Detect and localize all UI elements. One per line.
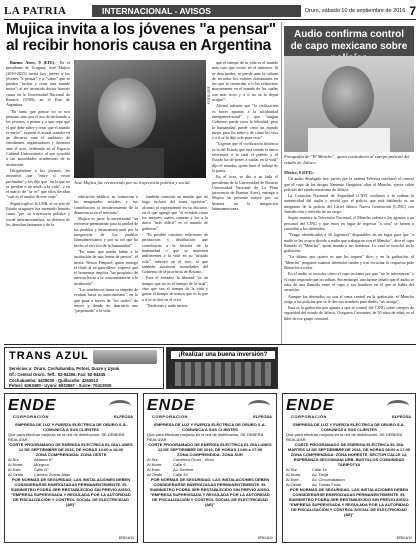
ende-notice-1 [4, 393, 138, 543]
safety-note: POR NORMAS DE SEGURIDAD, LAS INSTALACIONES DEBEN CONSIDERARSE ENERGIZADAS PERMANENTEMENTE. EL SUMINISTRO PODRÁ SER RESTABLECIDO SIN PREVIO AVISO. [149, 477, 271, 492]
paragraph: "Urgente que el civilización histórica es la del Estado que está siendo la única referencia a la cual el pueblo y el Estado ha de poner a cuidar en la vida" dijo el senador, quien hace el trabajo de la patria. [212, 141, 278, 173]
portrait-face [322, 66, 374, 130]
trans-azul-logo: TRANS AZUL [9, 350, 89, 362]
paragraph: Según muestra la Televisión Nacional, el Mencho ordena a los agentes a un personal del CJNG y que estos en lugar de regresar "a casa" se fuesen a custodiar a los detenidos. [284, 215, 414, 231]
elfeosa-swoosh-icon [248, 400, 270, 412]
paragraph: "Nada más y nada menos [146, 302, 188, 308]
street-row: Al Oeste Camino Zorras Altas [8, 472, 71, 477]
ende-corp-label: CORPORACIÓN [152, 414, 188, 419]
portrait-face [98, 78, 156, 148]
zone-line: ZONA COMPRENDIDA: ZONA NORESTE, SECTOR CALLE 14, ESPERANZA SECOSMANI URB. BUSTILLOS COMUNIDAD TARIPOTYA [290, 452, 408, 467]
page-header [4, 4, 416, 18]
main-story-col-3 [142, 194, 208, 342]
intro-line: Que para efectuar mejoras en la red de distribución, SE DEBERÁ REALIZAR: [147, 432, 264, 442]
right-byline: México, 9 (EFE).- [284, 170, 315, 175]
photo-credit: FOTO: EFE [207, 86, 211, 104]
investment-ad-text: ¡Realizar una buena inversión? [171, 351, 275, 359]
street-row: Al Norte Av. Tarija [286, 472, 329, 477]
slogan: "EMPRESA SUPERVISADA Y REGULADA POR LA AUTORIDAD DE FISCALIZACIÓN Y CONTROL SOCIAL DE ELECTRICIDAD (AE)" [289, 502, 409, 517]
ende-logo: ENDE [286, 397, 335, 414]
street-row: Al Este Av. Dehene [147, 467, 194, 472]
portrait-body [94, 148, 164, 178]
paragraph: "Tengo identificados a 30 (agentes)" disponibles en un lugar para que "a nadie se les ocurra decirle a nadie que trabajaron con el Mencho", dice el capo llamado el "Mencho", quien manda a sus hombres. Lo cual se escuchó en la grabación. [284, 232, 414, 254]
main-story-col-1 [6, 60, 70, 342]
elfeosa-swoosh-icon [109, 400, 131, 412]
ad-code: BPB/16/10 [257, 536, 273, 540]
header-rule [4, 19, 416, 20]
paragraph: educación pública, su formación a los marginados sociales y sus contribución al fortalecimiento de la democracia en el territorio". [74, 194, 138, 215]
safety-note: POR NORMAS DE SEGURIDAD, LAS INSTALACIONES DEBEN CONSIDERARSE ENERGIZADAS PERMANENTEMENTE. EL SUMINISTRO PODRÁ SER RESTABLECIDO SIN PREVIO AVISO. [10, 477, 132, 492]
mujica-photo [74, 60, 206, 178]
ad-code: BPB/16/10 [118, 536, 134, 540]
ende-logo: ENDE [147, 397, 196, 414]
newspaper-logo: LA PATRIA [4, 5, 67, 17]
ende-notice-body [147, 422, 273, 507]
intro-line: Que para efectuar mejoras en la red de distribución, SE DEBERÁ REALIZAR: [8, 432, 125, 442]
intro-line: Que para efectuar mejoras en la red de distribución, SE DEBERÁ REALIZAR: [286, 432, 403, 442]
paragraph: Esta es la grabación que apunta a que el control del CJNG sobre cuerpos de seguridad del estado de Jalisco, Oseguera Cervantes, de 50 años de edad, es el líder de ese grupo criminal. [284, 305, 414, 321]
cut-line: CORTE PROGRAMADO DE ENERGÍA ELÉCTRICA EL DÍA LUNES 12 DE SEPTIEMBRE DE 2016, DE HORAS 14:00 a 17:00 [148, 442, 272, 452]
paragraph: Para el senador, la libertad "es un tiempo que no es el tiempo de la vida", sino que sea el tiempo de la vida y gastar el tiempo de menos que es lo que a ti se te dice en el vivir. [142, 275, 208, 302]
main-story-col-2 [74, 194, 138, 342]
paragraph: En el presidente de Uruguay, José Mujica (2010-2015) invitó hoy jueves a los jóvenes "a pensar" y a "saber" que se pueden "luchar y crear una mundo mejor", al ser investido doctor honoris causa en la Universidad Nacional de Rosario (UNR), en el Este de Argentina. [6, 60, 70, 108]
ad-line: Cochabamba: 4425030 - Quillacollo: 4262512 [9, 378, 99, 383]
paragraph: "En tanto que pensar no se nos piensan, sino por el uso de incluando a los jóvenes, a pensar y a que sepa que el que debe saber y crear que el mundo es mejor", expresó el actual senador en un discurso ante el auditorio de estudiantes, organizadores y docentes ante el acto, celebrado en el Espacio Cultural Universitario, el que acreditó a las autoridades académicas de la institución. [6, 108, 70, 167]
cut-line: CORTE PROGRAMADO DE ENERGÍA ELÉCTRICA EL DÍA MARTES 13 DE SEPTIEMBRE DE 2016, DE HORAS 08:00 a 17:00 [287, 442, 411, 452]
ads-rule [4, 344, 416, 345]
cut-line: CORTE PROGRAMADO DE ENERGÍA ELÉCTRICA EL DÍA LUNES 12 DE SEPTIEMBRE DE 2016, DE HORAS 14:00 a 18:00 [9, 442, 133, 452]
paragraph: Mujica es parte la universidad "un referente permanente para la unidad de los pueblos y latinoamericanos por la integración de los pueblos latinoamericanos y por su rol que ha hecho al servicio de la humanidad". [74, 216, 138, 248]
ende-corp-label: CORPORACIÓN [291, 414, 327, 419]
dateline: Oruro, sábado 10 de septiembre de 2016 [304, 8, 406, 14]
bus-icon [93, 350, 157, 364]
paragraph: Aunque los detenidos no son el tema central en la grabación, el Mencho exige a los policías que se le den sus nombres para darles "un castigo". [284, 293, 414, 304]
ad-line: Servicios a: Oruro, Cochabamba, Potosí, Sucre y Uyuni [9, 366, 120, 371]
main-headline: Mujica invita a los jóvenes "a pensar" al recibir honoris causa en Argentina [6, 21, 276, 54]
street-row: Al Norte Calle 6 [147, 462, 186, 467]
ende-logo: ENDE [8, 397, 57, 414]
ende-notice-3 [282, 393, 416, 543]
paragraph: "Los tenebrosos lanza su empeño de evaluar hacia su autoritarismo", en lo que pone a traves de "los cuales" de nuevo y donde no abarcaría una "perpetuada" a la vida. [74, 287, 138, 314]
street-row: Al Oeste Av. Tomás Frías [286, 482, 341, 487]
street-row: Al Sur Aldama N° [8, 457, 54, 462]
elfeosa-label: ELFEOSA [253, 414, 272, 419]
section-title: INTERNACIONAL - AVISOS [92, 5, 301, 17]
street-row: Al Oeste Calle 33 [147, 472, 188, 477]
street-row: Al Norte Murguía [8, 462, 49, 467]
investment-ad [166, 347, 278, 389]
paragraph: también construir un mundo que no haga esclavo del tener opresivo", alcanzó el expresidente en su discurso, en el que agregó que "el evitable como los mejores cuales cuentan y los a la única "más difícil" es el mundo de gobierno". [142, 194, 208, 231]
paragraph: En el audio se escucha cómo el capo reclama por que "no le informaron" y el capo responde que no sabían. Sin embargo, una fuente señaló que el audio se trata de una llamada entre el capo y sus hombres en el que se habla del secuestro. [284, 271, 414, 293]
ad-line: Of.: Central Oruro. Telf.: 52-54306, Fax: 52-84345 [9, 372, 106, 377]
paragraph: La Comisión Nacional de Seguridad (CNS) confirmó a la cadena la autenticidad del audio y reveló que el policía que está hablando es un integrante de la policía del Cártel Jalisco Nueva Generación (CJNG) con Jurisdicción y referido de un cargo. [284, 193, 414, 215]
right-headline: Audio confirma control de capo mexicano sobre [284, 26, 414, 69]
company-line: EMPRESA DE LUZ Y FUERZA ELÉCTRICA DE ORURO S.A. COMUNICA A SUS CLIENTES [15, 422, 127, 432]
photo-caption: Fotografía de "El Mencho", quien controlaría al cuerpo policial del estado de Jalisco. [284, 154, 410, 165]
paragraph: que el tiempo de tu vida es el mundo más caro que existe en el universo. Si se deja perder, se pierde ante la cultura de recordar los valores dominantes en los que te recuerdan a ti las relaciones mayormente en el mundo de los cuales son más ricos y a ti no se lo dejan ocupar". [212, 60, 278, 103]
paragraph: Dirigiéndose a los jóvenes, les incentivó que "entre sí vivan profundas" y les dijo que "en la que no se pierdan a un modo a la vida", y en el marco de "se ve" que ellos decidan "cual es el rumbo de este viaje". [6, 167, 70, 200]
street-row: Al Sur Carretera Oruro - Vinto [147, 457, 214, 462]
slogan: "EMPRESA SUPERVISADA Y REGULADA POR LA AUTORIDAD DE FISCALIZACIÓN Y CONTROL SOCIAL DE ELECTRICIDAD (AE)" [11, 492, 131, 507]
main-story-col-4 [212, 60, 278, 342]
ende-notice-2 [143, 393, 277, 543]
ad-code: BPB/16/10 [396, 536, 412, 540]
safety-note: POR NORMAS DE SEGURIDAD, LAS INSTALACIONES DEBEN CONSIDERARSE ENERGIZADAS PERMANENTEMENTE. EL SUMINISTRO PODRÁ SER RESTABLECIDO SIN PREVIO AVISO. [288, 487, 410, 502]
company-line: EMPRESA DE LUZ Y FUERZA ELÉCTRICA DE ORURO S.A. COMUNICA A SUS CLIENTES [293, 422, 405, 432]
street-row: Al Este Calle N° [8, 467, 49, 472]
ende-notice-body [286, 422, 412, 517]
street-row: Al Sur Calle 14 [286, 467, 327, 472]
paragraph: Según explicó la UNR, el ex-jefe de Estado uruguayo fue investido honoris causa "por su trayectoria política y social internacionalista, su defensa de los derechos humanos y de la [6, 200, 70, 227]
paragraph: "Es posible construir relaciones de producción y distribución que contribuyan a la historia de la humanidad o que se muestren indiferentes a la vida en su "aislado solo", subrayó en el acto, al que también asistieron autoridades del Gobierno de la provincia de Rosario. [142, 232, 208, 275]
zone-line: ZONA COMPRENDIDA: ZONA OESTE [35, 452, 107, 457]
mencho-photo [284, 56, 414, 152]
page-number: 7 [409, 4, 416, 18]
paragraph: "En tanto que pueda haber a la institución de una forma de pensar", el invita: Néstor Pimparé, quien entregó el título al ex guerrillero, expresó que el homenaje implica "un propósito de nuestra hacia a la concientización a la institución". [74, 248, 138, 286]
company-line: EMPRESA DE LUZ Y FUERZA ELÉCTRICA DE ORURO S.A. COMUNICA A SUS CLIENTES [154, 422, 266, 432]
ende-notice-body [8, 422, 134, 507]
right-story-body [284, 170, 414, 344]
paragraph: En el acto, se dio a su lado el presidente de la Universidad de Rosario Universidad Nacional de La Plata (provincia de Buenos Aires), entrega a Mujica su presente mayor por su historia en la integración latinoamericana. [212, 174, 278, 212]
main-byline: Buenos Aires, 9 (EFE).- [10, 60, 57, 65]
elfeosa-swoosh-icon [387, 400, 409, 412]
photo-caption: José Mujica fue reconocido por su trayectoria política y social. [74, 180, 191, 185]
ende-corp-label: CORPORACIÓN [13, 414, 49, 419]
trans-azul-ad [4, 347, 164, 389]
elfeosa-label: ELFEOSA [392, 414, 411, 419]
street-row: Al Este Av. Circunvalación [286, 477, 345, 482]
elfeosa-label: ELFEOSA [114, 414, 133, 419]
paragraph: "Lo último que quiero es que los toquen" dice, y en la grabación, el "Mencho" pregunta cuántos detenidos tienen y tras escuchar la respuesta pide liberarlos a todos. [284, 254, 414, 271]
ad-line: Potosí: 6263490 - Uyuni: 6932867 - Sucre: 70412926 [9, 383, 112, 388]
paragraph: Un audio divulgado hoy jueves por la cadena Televisa confirmó el control que el capo de las drogas Nemesio Oseguera, alias el Mencho, ejerce sobre policías del estado mexicano de Jalisco. [284, 176, 414, 192]
buildings-graphic [175, 362, 271, 386]
slogan: "EMPRESA SUPERVISADA Y REGULADA POR LA AUTORIDAD DE FISCALIZACIÓN Y CONTROL SOCIAL DE ELECTRICIDAD (AE)" [150, 492, 270, 507]
portrait-body [308, 128, 390, 152]
paragraph: Afirmó además que "la civilización es hacer apuntar a la solidaridad intergeneracional" y que "ningún Gobierno puede crear la felicidad, pero la humanidad puede crear un mundo mejor para los niños y de cómo les viva y a tí se lo dije solo para vivir". [212, 103, 278, 141]
column-divider [281, 22, 282, 344]
zone-line: ZONA COMPRENDIDA: ZONA SUR [177, 452, 243, 457]
